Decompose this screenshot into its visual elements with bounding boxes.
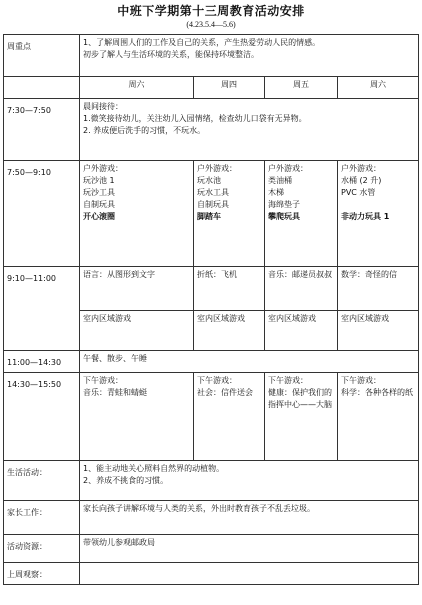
- resources-content: 带领幼儿参观邮政局: [80, 535, 419, 563]
- outdoor-cell-3: [265, 161, 338, 267]
- focus-line-2: 初步了解人与生活环境的关系，能保持环境整洁。: [83, 50, 259, 59]
- outdoor-2-line-2: 玩水池: [197, 176, 221, 185]
- morning-line-3: 2. 养成便后洗手的习惯，不玩水。: [83, 126, 206, 135]
- afternoon-4-line-1: 下午游戏：: [341, 376, 381, 385]
- afternoon-3-line-2: 健康：保护我们的指挥中心——大脑: [268, 388, 332, 409]
- observation-row: [4, 563, 419, 585]
- parents-content: 家长向孩子讲解环境与人类的关系，外出时教育孩子不乱丢垃圾。: [80, 501, 419, 535]
- activity-sub-3: 室内区域游戏: [265, 311, 338, 351]
- outdoor-1-line-3: 玩沙工具: [83, 188, 115, 197]
- activity-sub-1: 室内区域游戏: [80, 311, 194, 351]
- focus-row: [4, 35, 419, 77]
- focus-label: 周重点: [4, 35, 80, 77]
- resources-row: [4, 535, 419, 563]
- outdoor-3-line-2: 类油桶: [268, 176, 292, 185]
- schedule-table: [3, 34, 419, 585]
- life-line-2: 2、养成不挑食的习惯。: [83, 476, 169, 485]
- outdoor-3-line-3: 木梯: [268, 188, 284, 197]
- noon-content: 午餐、散步、午睡: [80, 351, 419, 373]
- outdoor-cell-1: [80, 161, 194, 267]
- afternoon-cell-1: [80, 373, 194, 461]
- outdoor-cell-4: [338, 161, 419, 267]
- outdoor-1-line-4: 自制玩具: [83, 200, 115, 209]
- afternoon-2-line-2: 社会：信件送会: [197, 388, 253, 397]
- outdoor-2-bold: 脚踏车: [197, 212, 221, 221]
- outdoor-4-line-1: 户外游戏：: [341, 164, 381, 173]
- afternoon-cell-4: [338, 373, 419, 461]
- afternoon-3-line-1: 下午游戏：: [268, 376, 308, 385]
- afternoon-cell-2: [194, 373, 265, 461]
- afternoon-1-line-1: 下午游戏：: [83, 376, 123, 385]
- day-header-blank: [4, 77, 80, 99]
- life-content: [80, 461, 419, 501]
- outdoor-row: [4, 161, 419, 267]
- outdoor-4-line-3: PVC 水管: [341, 188, 376, 197]
- outdoor-4-bold: 非动力玩具 1: [341, 212, 390, 221]
- focus-content: [80, 35, 419, 77]
- morning-content: [80, 99, 419, 161]
- outdoor-2-line-1: 户外游戏：: [197, 164, 237, 173]
- afternoon-1-line-2: 音乐：青蛙和蜻蜓: [83, 388, 147, 397]
- afternoon-row: [4, 373, 419, 461]
- morning-row: [4, 99, 419, 161]
- morning-time: 7:30—7:50: [4, 99, 80, 161]
- day-header-4: 周六: [338, 77, 419, 99]
- life-row: [4, 461, 419, 501]
- outdoor-1-bold: 开心滚圈: [83, 212, 115, 221]
- outdoor-4-line-2: 水桶 (2 升): [341, 176, 382, 185]
- observation-content: [80, 563, 419, 585]
- noon-row: [4, 351, 419, 373]
- activity-cell-3: 音乐：邮递员叔叔: [265, 267, 338, 311]
- parents-label: 家长工作：: [4, 501, 80, 535]
- outdoor-cell-2: [194, 161, 265, 267]
- outdoor-1-line-1: 户外游戏：: [83, 164, 123, 173]
- noon-time: 11:00—14:30: [4, 351, 80, 373]
- activity-time: 9:10—11:00: [4, 267, 80, 351]
- outdoor-1-line-2: 玩沙池 1: [83, 176, 115, 185]
- life-line-1: 1、能主动地关心照料自然界的动植物。: [83, 464, 225, 473]
- observation-label: 上周观察：: [4, 563, 80, 585]
- activity-row: [4, 267, 419, 311]
- outdoor-3-line-1: 户外游戏：: [268, 164, 308, 173]
- day-header-row: [4, 77, 419, 99]
- afternoon-cell-3: [265, 373, 338, 461]
- resources-label: 活动资源：: [4, 535, 80, 563]
- activity-sub-2: 室内区域游戏: [194, 311, 265, 351]
- outdoor-3-bold: 攀爬玩具: [268, 212, 300, 221]
- afternoon-4-line-2: 科学：各种各样的纸: [341, 388, 413, 397]
- activity-cell-1: 语言：从图形到文字: [80, 267, 194, 311]
- afternoon-2-line-1: 下午游戏：: [197, 376, 237, 385]
- morning-line-1: 晨间接待：: [83, 102, 123, 111]
- outdoor-2-line-4: 自制玩具: [197, 200, 229, 209]
- day-header-1: 周六: [80, 77, 194, 99]
- page-subtitle: (4.23.5.4—5.6): [186, 20, 236, 29]
- outdoor-3-line-4: 海绵垫子: [268, 200, 300, 209]
- activity-cell-4: 数学：奇怪的信: [338, 267, 419, 311]
- day-header-3: 周五: [265, 77, 338, 99]
- afternoon-time: 14:30—15:50: [4, 373, 80, 461]
- activity-sub-4: 室内区域游戏: [338, 311, 419, 351]
- day-header-2: 周四: [194, 77, 265, 99]
- outdoor-4-line-4: [341, 199, 415, 211]
- life-label: 生活活动：: [4, 461, 80, 501]
- activity-cell-2: 折纸：飞机: [194, 267, 265, 311]
- focus-line-1: 1、了解周围人们的工作及自己的关系，产生热爱劳动人民的情感。: [83, 38, 321, 47]
- outdoor-2-line-3: 玩水工具: [197, 188, 229, 197]
- morning-line-2: 1.微笑接待幼儿，关注幼儿入园情绪，检查幼儿口袋有无异物。: [83, 114, 307, 123]
- page-title: 中班下学期第十三周教育活动安排: [117, 4, 305, 18]
- outdoor-time: 7:50—9:10: [4, 161, 80, 267]
- parents-row: [4, 501, 419, 535]
